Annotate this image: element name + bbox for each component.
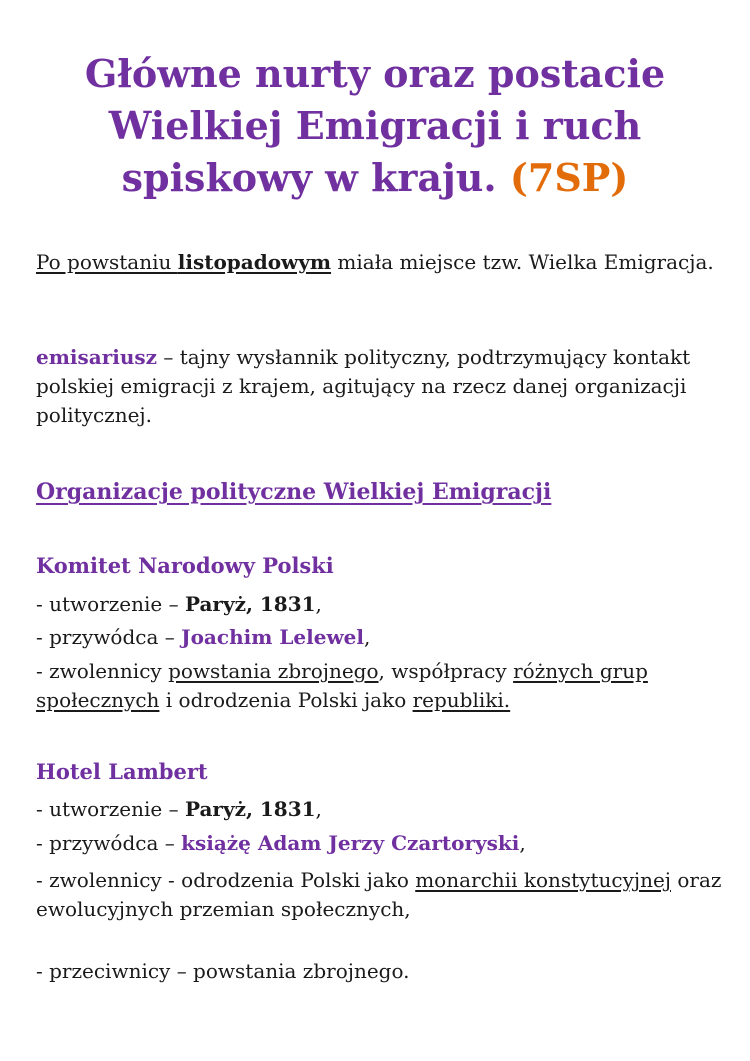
org1-leader-value: Joachim Lelewel xyxy=(181,625,364,649)
org1-supporters-mid2: i odrodzenia Polski jako xyxy=(159,688,413,712)
org1-created-end: , xyxy=(315,592,322,616)
page-title xyxy=(20,48,730,204)
org-name-hotel-lambert: Hotel Lambert xyxy=(36,759,208,784)
org1-supporters-label: - zwolennicy xyxy=(36,659,169,683)
org1-supporters-u2: różnych grup społecznych xyxy=(36,659,648,712)
title-line-1: Główne nurty oraz postacie xyxy=(84,51,666,96)
org2-created-label: - utworzenie – xyxy=(36,797,185,821)
org1-supporters-mid1: , współpracy xyxy=(378,659,514,683)
definition-paragraph xyxy=(36,343,726,430)
org2-opponents-line: - przeciwnicy – powstania zbrojnego. xyxy=(36,959,410,983)
org1-leader-label: - przywódca – xyxy=(36,625,182,649)
title-line-2: Wielkiej Emigracji i ruch xyxy=(108,103,642,148)
org2-leader-label: - przywódca – xyxy=(36,831,182,855)
org1-created-label: - utworzenie – xyxy=(36,592,185,616)
org1-leader-end: , xyxy=(363,625,371,649)
org-name-komitet: Komitet Narodowy Polski xyxy=(36,553,334,578)
definition-term: emisariusz xyxy=(36,345,157,369)
org1-created-line xyxy=(36,590,726,619)
org2-supporters-line xyxy=(36,866,726,924)
intro-bold-word: listopadowym xyxy=(177,250,332,274)
intro-text-end: miała miejsce tzw. Wielka Emigracja. xyxy=(331,250,714,274)
org2-created-line xyxy=(36,795,726,824)
org1-leader-line xyxy=(36,623,726,652)
org2-leader-value: książę Adam Jerzy Czartoryski xyxy=(181,831,520,855)
definition-text: – tajny wysłannik polityczny, podtrzymujący kontakt polskiej emigracji z krajem, agitujący na rzecz danej organizacji politycznej. xyxy=(36,345,691,427)
org1-supporters-u3: republiki. xyxy=(412,688,511,712)
org2-supporters-mid1: oraz ewolucyjnych przemian społecznych, xyxy=(36,868,722,921)
intro-paragraph xyxy=(36,248,726,277)
org2-supporters-u1: monarchii konstytucyjnej xyxy=(415,868,671,892)
org2-created-end: , xyxy=(315,797,322,821)
org2-supporters-label: - zwolennicy - odrodzenia Polski jako xyxy=(36,868,416,892)
org2-leader-line xyxy=(36,829,726,858)
org2-leader-end: , xyxy=(519,831,526,855)
org1-supporters-line xyxy=(36,657,726,715)
grade-tag: (7SP) xyxy=(509,155,629,200)
title-line-3: spiskowy w kraju. xyxy=(121,155,497,200)
org1-created-value: Paryż, 1831 xyxy=(184,592,316,616)
intro-text-start: Po powstaniu xyxy=(36,250,178,274)
org2-created-value: Paryż, 1831 xyxy=(184,797,316,821)
org1-supporters-u1: powstania zbrojnego xyxy=(168,659,379,683)
section-title: Organizacje polityczne Wielkiej Emigracji xyxy=(36,479,552,505)
